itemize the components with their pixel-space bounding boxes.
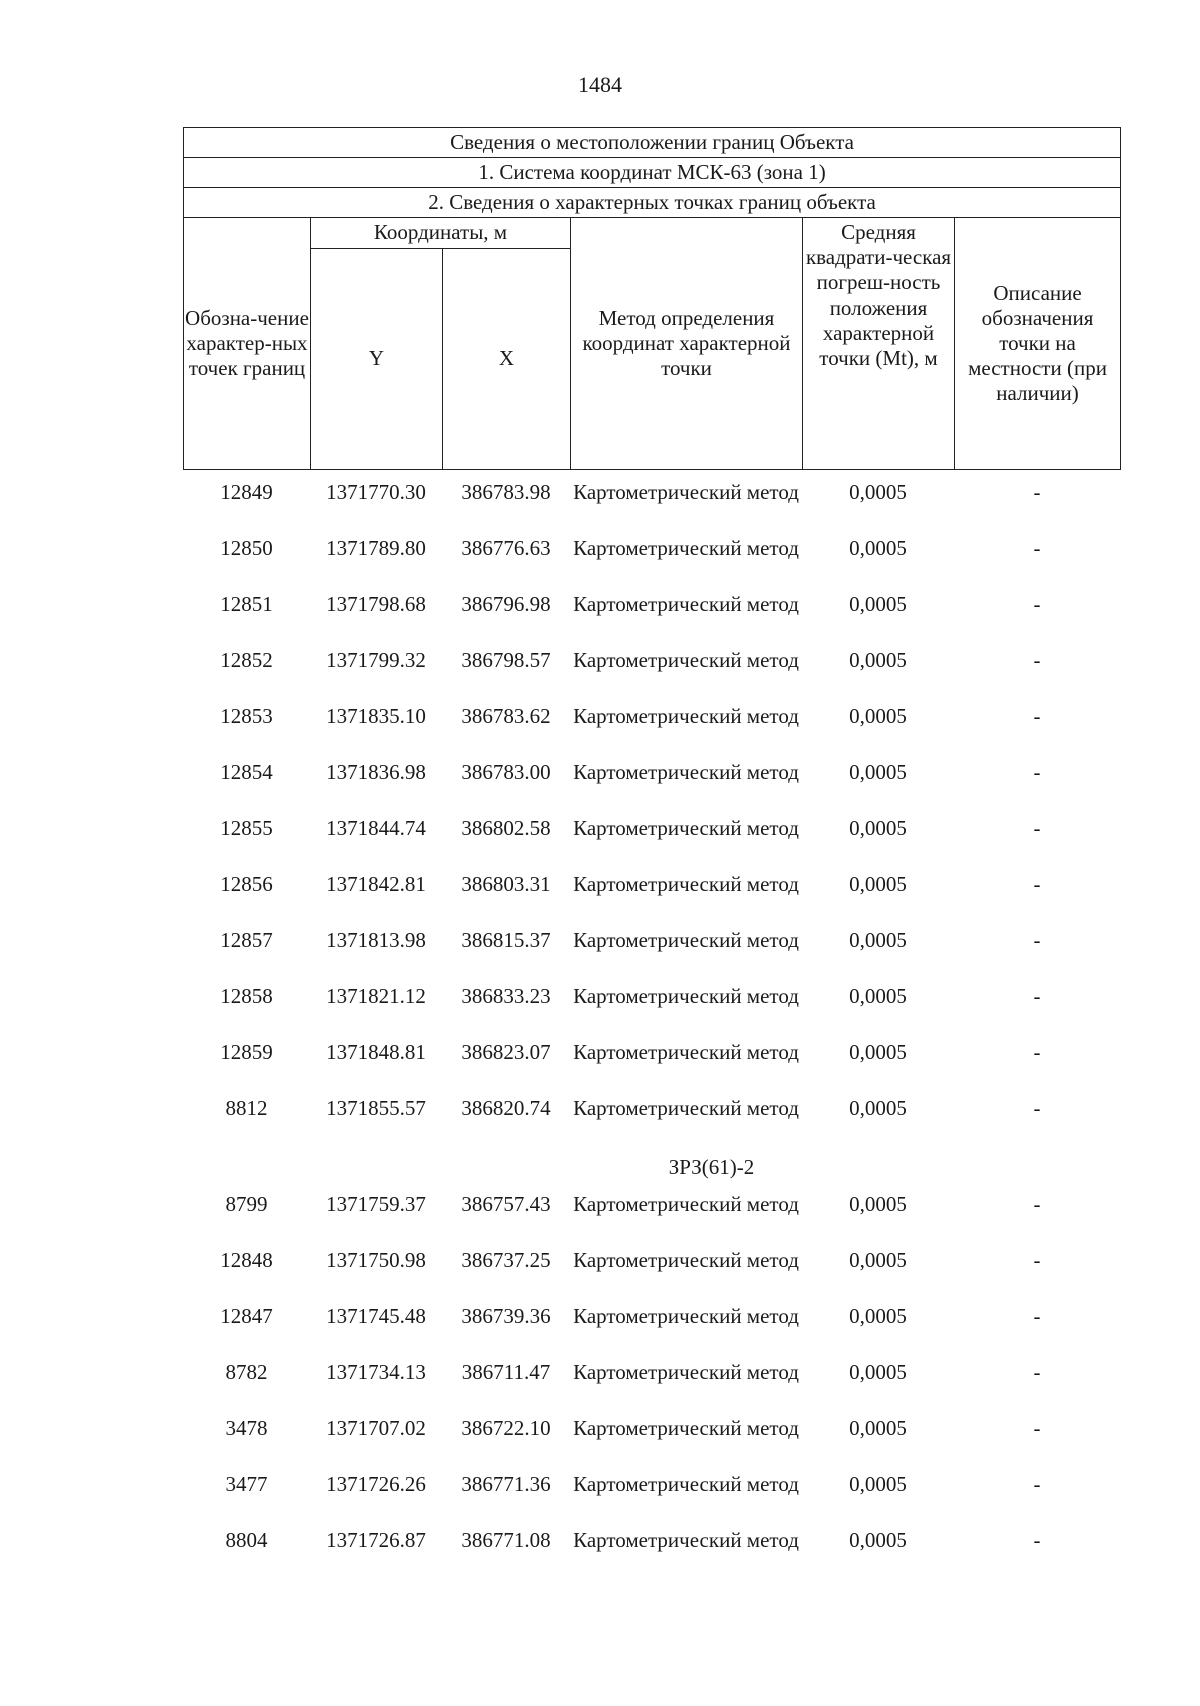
cell-coord-y: 1371734.13 (326, 1360, 426, 1384)
points-info-heading: 2. Сведения о характерных точках границ объекта (184, 188, 1121, 218)
column-header-mean-error: Средняя квадрати-ческая погреш-ность положения характерной точки (Mt), м (803, 218, 955, 470)
cell-point-id: 12855 (220, 816, 273, 840)
cell-mean-error: 0,0005 (849, 704, 907, 728)
column-header-description: Описание обозначения точки на местности (при наличии) (955, 218, 1121, 470)
cell-description: - (1033, 1360, 1041, 1384)
cell-coord-x: 386771.36 (461, 1472, 551, 1496)
table-row (183, 1414, 1120, 1470)
cell-mean-error: 0,0005 (849, 872, 907, 896)
cell-method: Картометрический метод (573, 1096, 799, 1120)
column-header-designation: Обозна-чение характер-ных точек границ (184, 218, 311, 470)
cell-method: Картометрический метод (573, 760, 799, 784)
cell-coord-x: 386739.36 (461, 1304, 551, 1328)
cell-coord-x: 386711.47 (461, 1360, 551, 1384)
table-row (183, 1190, 1120, 1246)
cell-point-id: 12847 (220, 1304, 273, 1328)
table-row (183, 870, 1120, 926)
cell-coord-y: 1371799.32 (326, 648, 426, 672)
cell-mean-error: 0,0005 (849, 648, 907, 672)
cell-description: - (1033, 816, 1041, 840)
cell-description: - (1033, 704, 1041, 728)
cell-mean-error: 0,0005 (849, 1192, 907, 1216)
cell-description: - (1033, 536, 1041, 560)
cell-point-id: 12851 (220, 592, 273, 616)
point-group-2 (183, 1190, 1120, 1582)
table-row (183, 1038, 1120, 1094)
cell-coord-y: 1371759.37 (326, 1192, 426, 1216)
cell-point-id: 3477 (225, 1472, 268, 1496)
cell-coord-x: 386783.62 (461, 704, 551, 728)
cell-coord-x: 386803.31 (461, 872, 551, 896)
cell-mean-error: 0,0005 (849, 1040, 907, 1064)
cell-method: Картометрический метод (573, 1192, 799, 1216)
cell-point-id: 8812 (225, 1096, 268, 1120)
cell-method: Картометрический метод (573, 1360, 799, 1384)
cell-coord-x: 386815.37 (461, 928, 551, 952)
table-row (183, 814, 1120, 870)
cell-description: - (1033, 1528, 1041, 1552)
cell-coord-y: 1371821.12 (326, 984, 426, 1008)
cell-coord-y: 1371844.74 (326, 816, 426, 840)
cell-coord-y: 1371745.48 (326, 1304, 426, 1328)
cell-coord-y: 1371726.26 (326, 1472, 426, 1496)
cell-coord-y: 1371848.81 (326, 1040, 426, 1064)
column-header-method: Метод определения координат характерной точки (571, 218, 803, 470)
cell-point-id: 12853 (220, 704, 273, 728)
cell-coord-y: 1371770.30 (326, 480, 426, 504)
cell-method: Картометрический метод (573, 592, 799, 616)
table-row (183, 982, 1120, 1038)
cell-mean-error: 0,0005 (849, 984, 907, 1008)
cell-description: - (1033, 1304, 1041, 1328)
cell-method: Картометрический метод (573, 1472, 799, 1496)
cell-coord-y: 1371835.10 (326, 704, 426, 728)
cell-coord-y: 1371789.80 (326, 536, 426, 560)
cell-description: - (1033, 760, 1041, 784)
column-header-coordinates: Координаты, м (311, 218, 571, 249)
table-row (183, 1246, 1120, 1302)
cell-method: Картометрический метод (573, 536, 799, 560)
cell-method: Картометрический метод (573, 872, 799, 896)
coordinate-system: 1. Система координат МСК-63 (зона 1) (184, 158, 1121, 188)
cell-coord-y: 1371836.98 (326, 760, 426, 784)
cell-mean-error: 0,0005 (849, 536, 907, 560)
cell-point-id: 12854 (220, 760, 273, 784)
table-row (183, 1526, 1120, 1582)
table-body (183, 478, 1120, 1582)
cell-description: - (1033, 1416, 1041, 1440)
cell-coord-x: 386820.74 (461, 1096, 551, 1120)
cell-description: - (1033, 592, 1041, 616)
cell-mean-error: 0,0005 (849, 760, 907, 784)
cell-method: Картометрический метод (573, 1416, 799, 1440)
cell-description: - (1033, 648, 1041, 672)
cell-mean-error: 0,0005 (849, 592, 907, 616)
table-row (183, 590, 1120, 646)
table-row (183, 478, 1120, 534)
cell-description: - (1033, 1248, 1041, 1272)
cell-method: Картометрический метод (573, 704, 799, 728)
cell-coord-x: 386776.63 (461, 536, 551, 560)
table-title: Сведения о местоположении границ Объекта (184, 128, 1121, 158)
cell-description: - (1033, 1192, 1041, 1216)
table-row (183, 1094, 1120, 1150)
column-header-y: Y (311, 249, 443, 470)
table-row (183, 1302, 1120, 1358)
table-row (183, 1358, 1120, 1414)
table-row (183, 1470, 1120, 1526)
cell-point-id: 8804 (225, 1528, 268, 1552)
table-row (183, 926, 1120, 982)
cell-method: Картометрический метод (573, 1040, 799, 1064)
cell-mean-error: 0,0005 (849, 816, 907, 840)
cell-description: - (1033, 984, 1041, 1008)
cell-description: - (1033, 928, 1041, 952)
cell-coord-y: 1371726.87 (326, 1528, 426, 1552)
cell-method: Картометрический метод (573, 928, 799, 952)
cell-coord-y: 1371707.02 (326, 1416, 426, 1440)
cell-method: Картометрический метод (573, 1528, 799, 1552)
cell-description: - (1033, 1040, 1041, 1064)
cell-point-id: 3478 (225, 1416, 268, 1440)
cell-mean-error: 0,0005 (849, 1360, 907, 1384)
table-row (183, 758, 1120, 814)
cell-mean-error: 0,0005 (849, 1528, 907, 1552)
cell-point-id: 12850 (220, 536, 273, 560)
cell-mean-error: 0,0005 (849, 1472, 907, 1496)
cell-coord-x: 386783.00 (461, 760, 551, 784)
point-group-1 (183, 478, 1120, 1150)
cell-coord-x: 386737.25 (461, 1248, 551, 1272)
column-header-x: X (443, 249, 571, 470)
cell-method: Картометрический метод (573, 1248, 799, 1272)
cell-mean-error: 0,0005 (849, 1304, 907, 1328)
cell-coord-x: 386722.10 (461, 1416, 551, 1440)
cell-coord-x: 386823.07 (461, 1040, 551, 1064)
cell-mean-error: 0,0005 (849, 480, 907, 504)
cell-point-id: 8782 (225, 1360, 268, 1384)
cell-method: Картометрический метод (573, 480, 799, 504)
cell-method: Картометрический метод (573, 648, 799, 672)
table-row (183, 534, 1120, 590)
table-row (183, 702, 1120, 758)
cell-mean-error: 0,0005 (849, 1416, 907, 1440)
cell-coord-x: 386798.57 (461, 648, 551, 672)
cell-description: - (1033, 1096, 1041, 1120)
section-label: ЗРЗ(61)-2 (668, 1155, 755, 1179)
cell-mean-error: 0,0005 (849, 928, 907, 952)
cell-point-id: 12849 (220, 480, 273, 504)
cell-coord-y: 1371842.81 (326, 872, 426, 896)
cell-coord-x: 386757.43 (461, 1192, 551, 1216)
cell-coord-x: 386783.98 (461, 480, 551, 504)
table-header (183, 127, 1121, 470)
cell-coord-x: 386771.08 (461, 1528, 551, 1552)
cell-method: Картометрический метод (573, 984, 799, 1008)
page-number: 1484 (578, 72, 622, 97)
cell-method: Картометрический метод (573, 816, 799, 840)
cell-point-id: 12856 (220, 872, 273, 896)
table-row (183, 646, 1120, 702)
cell-coord-y: 1371798.68 (326, 592, 426, 616)
cell-coord-x: 386796.98 (461, 592, 551, 616)
cell-point-id: 12848 (220, 1248, 273, 1272)
cell-coord-y: 1371813.98 (326, 928, 426, 952)
cell-point-id: 12858 (220, 984, 273, 1008)
cell-description: - (1033, 480, 1041, 504)
cell-method: Картометрический метод (573, 1304, 799, 1328)
cell-description: - (1033, 1472, 1041, 1496)
cell-coord-x: 386802.58 (461, 816, 551, 840)
cell-mean-error: 0,0005 (849, 1248, 907, 1272)
cell-coord-y: 1371750.98 (326, 1248, 426, 1272)
cell-description: - (1033, 872, 1041, 896)
cell-point-id: 8799 (225, 1192, 268, 1216)
cell-point-id: 12857 (220, 928, 273, 952)
cell-point-id: 12852 (220, 648, 273, 672)
cell-coord-x: 386833.23 (461, 984, 551, 1008)
cell-coord-y: 1371855.57 (326, 1096, 426, 1120)
cell-point-id: 12859 (220, 1040, 273, 1064)
cell-mean-error: 0,0005 (849, 1096, 907, 1120)
